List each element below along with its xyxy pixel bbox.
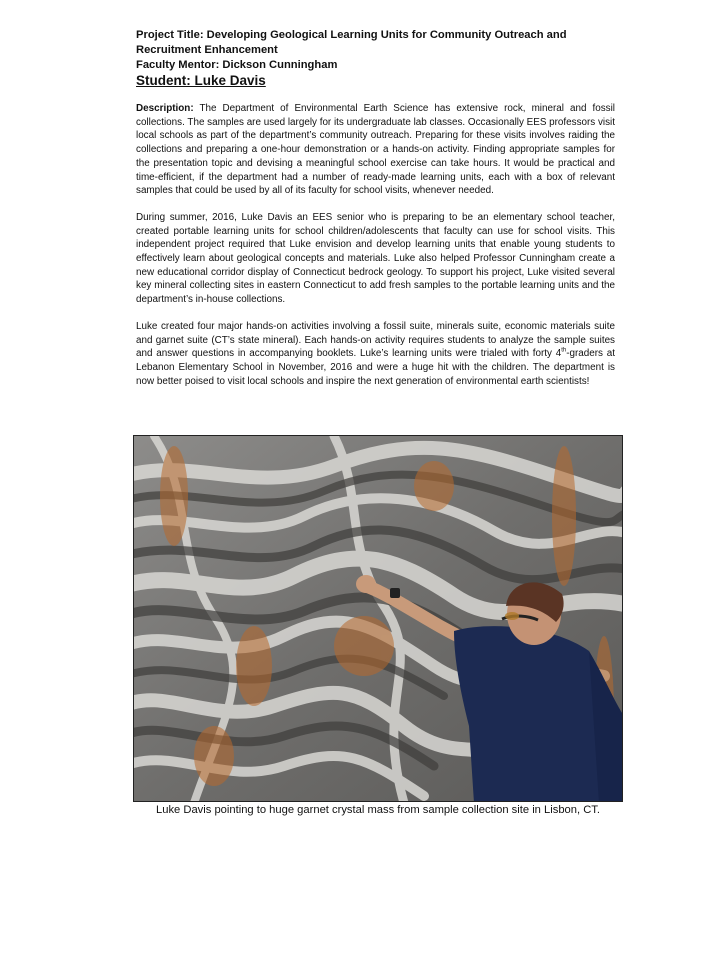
rock-outcrop-photo xyxy=(134,436,623,802)
ordinal-superscript: th xyxy=(561,347,567,354)
student-name: Student: Luke Davis xyxy=(136,73,266,88)
description-label: Description: xyxy=(136,103,194,114)
paragraph-3 xyxy=(136,320,615,389)
paragraph-3-text-a: Luke created four major hands-on activities involving a fossil suite, minerals suite, economic materials suite and garnet suite (CT’s state mineral). Each hands-on activity requires students to analyze the sample suites and answer questions in accompanying booklets. Luke’s learning units were trialed with forty 4 xyxy=(136,320,615,360)
paragraph-3-text-b: -graders at Lebanon Elementary School in November, 2016 and were a huge hit with the children. The department is now better poised to visit local schools and inspire the next generation of environmental earth scientists! xyxy=(136,348,615,387)
project-title: Project Title: Developing Geological Learning Units for Community Outreach and Recruitment Enhancement xyxy=(136,29,567,56)
garnet-photo xyxy=(133,435,623,802)
description-text: The Department of Environmental Earth Science has extensive rock, mineral and fossil collections. The samples are used largely for its undergraduate lab classes. Occasionally EES professors visit local schools as part of the department’s community outreach. Preparing for these visits involves raiding the collections and preparing a one-hour demonstration or a hands-on activity. Finding appropriate samples for the presentation topic and devising a meaningful school exercise can take hours. It would be practical and time-efficient, if the department had a number of ready-made learning units, each with a box of relevant samples that could be used by all of its faculty for school visits, whenever needed. xyxy=(136,103,615,197)
document-page xyxy=(136,28,615,401)
header-block xyxy=(136,28,615,73)
description-paragraph xyxy=(136,102,615,198)
faculty-mentor: Faculty Mentor: Dickson Cunningham xyxy=(136,59,338,71)
photo-caption: Luke Davis pointing to huge garnet crystal mass from sample collection site in Lisbon, CT. xyxy=(156,804,600,816)
paragraph-2: During summer, 2016, Luke Davis an EES senior who is preparing to be an elementary school teacher, created portable learning units for school children/adolescents that faculty can use for school visits. This independent project required that Luke envision and develop learning units that enable young students to effectively learn about geological concepts and materials. Luke also helped Professor Cunningham create a new educational corridor display of Connecticut bedrock geology. To support his project, Luke visited several key mineral collecting sites in eastern Connecticut to add fresh samples to the portable learning units and the department’s in-house collections. xyxy=(136,211,615,306)
